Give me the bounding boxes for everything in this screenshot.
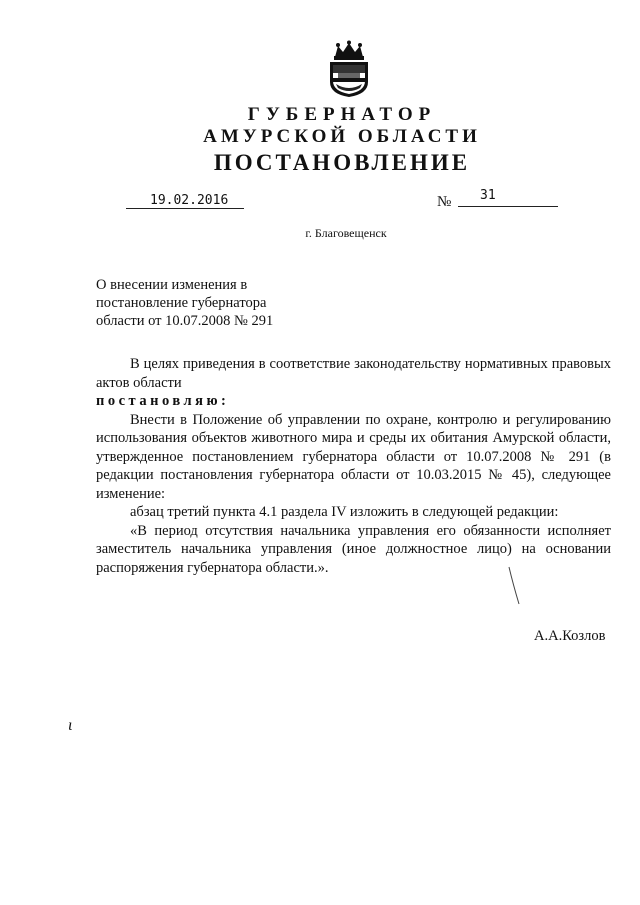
subject-line: постановление губернатора xyxy=(96,295,267,311)
header-region: АМУРСКОЙ ОБЛАСТИ xyxy=(203,126,481,147)
number-sign: № xyxy=(437,194,452,210)
header-governor: ГУБЕРНАТОР xyxy=(247,104,437,125)
subject-line: области от 10.07.2008 № 291 xyxy=(96,313,274,329)
handwritten-mark: ι xyxy=(68,717,73,734)
coat-of-arms-icon xyxy=(326,40,372,98)
city: г. Благовещенск xyxy=(305,226,387,240)
body-paragraph-1: Внести в Положение об управлении по охране, контролю и регулированию использования объектов животного мира и среды их обитания Амурской области, утвержденное постановлением губернатора области от 10.07.2008 № 291 (в редакции постановления губернатора области от 10.03.2015 № 45), следующее изменение: xyxy=(96,411,611,502)
document-number: 31 xyxy=(480,188,496,203)
subject-line: О внесении изменения в xyxy=(96,277,248,293)
intro-paragraph: В целях приведения в соответствие законодательству нормативных правовых актов области xyxy=(96,356,611,391)
document-date: 19.02.2016 xyxy=(150,193,229,208)
document-body xyxy=(96,355,611,577)
decree-word: постановляю: xyxy=(96,393,230,409)
body-paragraph-2: абзац третий пункта 4.1 раздела IV изложить в следующей редакции: xyxy=(130,504,559,520)
date-underline xyxy=(126,208,244,209)
number-underline xyxy=(458,206,558,207)
document-subject xyxy=(96,276,273,330)
signatory-name: А.А.Козлов xyxy=(534,628,606,644)
body-paragraph-3: «В период отсутствия начальника управления его обязанности исполняет заместитель начальника управления (иное должностное лицо) на основании распоряжения губернатора области.». xyxy=(96,522,611,576)
pen-stroke-mark xyxy=(507,566,521,606)
document-type-title: ПОСТАНОВЛЕНИЕ xyxy=(213,150,471,175)
